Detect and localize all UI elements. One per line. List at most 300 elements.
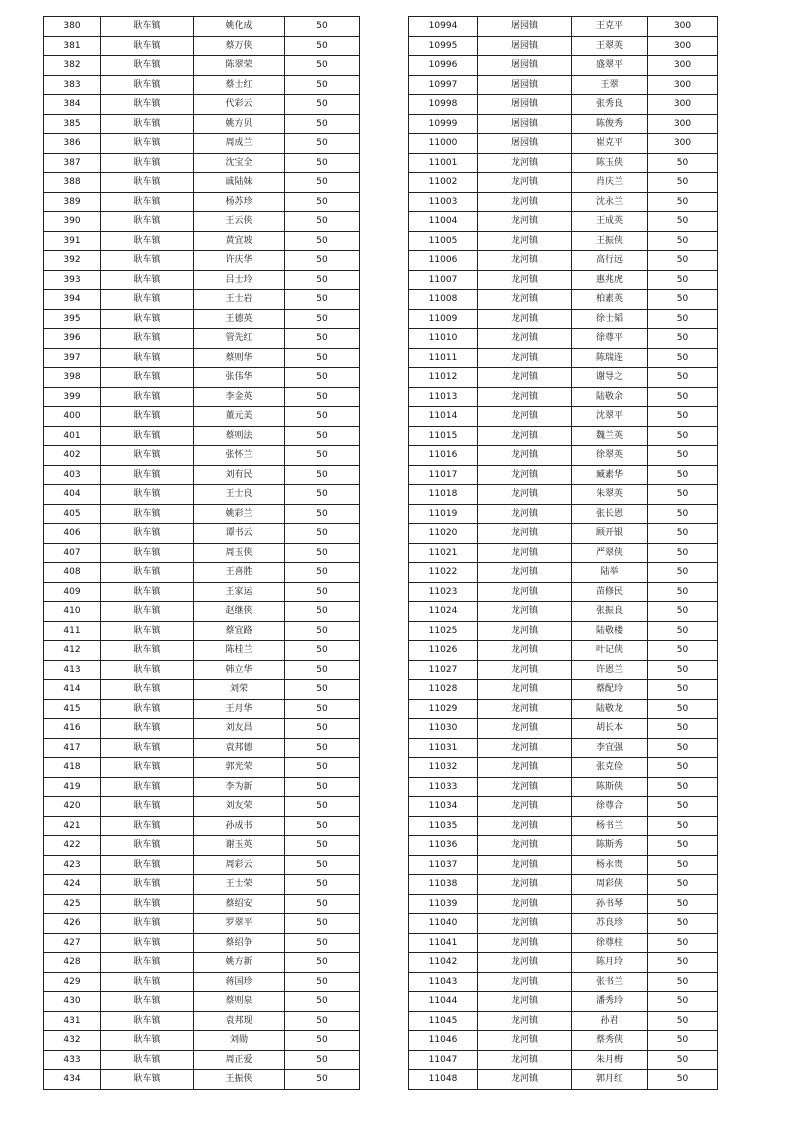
- town-cell: 龙河镇: [478, 621, 572, 641]
- amount-cell: 50: [648, 270, 718, 290]
- name-cell: 李金英: [194, 387, 285, 407]
- town-cell: 龙河镇: [478, 407, 572, 427]
- amount-cell: 50: [285, 1031, 360, 1051]
- seq-cell: 11011: [409, 348, 478, 368]
- amount-cell: 50: [648, 1050, 718, 1070]
- seq-cell: 11027: [409, 660, 478, 680]
- name-cell: 杨书兰: [572, 816, 648, 836]
- seq-cell: 11003: [409, 192, 478, 212]
- name-cell: 吕士玲: [194, 270, 285, 290]
- amount-cell: 50: [285, 95, 360, 115]
- name-cell: 郭光荣: [194, 758, 285, 778]
- amount-cell: 50: [285, 797, 360, 817]
- name-cell: 徐翠英: [572, 446, 648, 466]
- amount-cell: 50: [285, 777, 360, 797]
- amount-cell: 50: [285, 212, 360, 232]
- name-cell: 蔡秀侠: [572, 1031, 648, 1051]
- amount-cell: 50: [285, 1070, 360, 1090]
- table-row: [409, 777, 718, 797]
- amount-cell: 300: [648, 17, 718, 37]
- table-row: [409, 855, 718, 875]
- seq-cell: 380: [44, 17, 101, 37]
- town-cell: 龙河镇: [478, 446, 572, 466]
- name-cell: 盛翠平: [572, 56, 648, 76]
- town-cell: 耿车镇: [101, 524, 194, 544]
- seq-cell: 403: [44, 465, 101, 485]
- seq-cell: 410: [44, 602, 101, 622]
- name-cell: 陆举: [572, 563, 648, 583]
- name-cell: 徐尊合: [572, 797, 648, 817]
- amount-cell: 50: [285, 153, 360, 173]
- amount-cell: 50: [285, 894, 360, 914]
- table-row: [409, 290, 718, 310]
- town-cell: 龙河镇: [478, 680, 572, 700]
- amount-cell: 50: [648, 446, 718, 466]
- amount-cell: 50: [285, 641, 360, 661]
- town-cell: 龙河镇: [478, 465, 572, 485]
- name-cell: 叶记侠: [572, 641, 648, 661]
- town-cell: 龙河镇: [478, 933, 572, 953]
- name-cell: 李为新: [194, 777, 285, 797]
- table-row: [409, 153, 718, 173]
- amount-cell: 50: [648, 816, 718, 836]
- name-cell: 黄宜坡: [194, 231, 285, 251]
- name-cell: 王振侠: [572, 231, 648, 251]
- table-row: [409, 894, 718, 914]
- seq-cell: 11032: [409, 758, 478, 778]
- table-row: [409, 933, 718, 953]
- table-row: [44, 270, 360, 290]
- town-cell: 耿车镇: [101, 816, 194, 836]
- table-row: [409, 836, 718, 856]
- seq-cell: 11000: [409, 134, 478, 154]
- seq-cell: 433: [44, 1050, 101, 1070]
- name-cell: 陈斯秀: [572, 836, 648, 856]
- name-cell: 陆敬楼: [572, 621, 648, 641]
- name-cell: 杨永贵: [572, 855, 648, 875]
- table-row: [44, 465, 360, 485]
- name-cell: 柏素英: [572, 290, 648, 310]
- town-cell: 耿车镇: [101, 855, 194, 875]
- town-cell: 屠园镇: [478, 75, 572, 95]
- town-cell: 龙河镇: [478, 192, 572, 212]
- amount-cell: 300: [648, 36, 718, 56]
- name-cell: 孙君: [572, 1011, 648, 1031]
- name-cell: 王克平: [572, 17, 648, 37]
- name-cell: 张书兰: [572, 972, 648, 992]
- name-cell: 蔡配玲: [572, 680, 648, 700]
- table-row: [409, 465, 718, 485]
- table-row: [409, 816, 718, 836]
- town-cell: 龙河镇: [478, 972, 572, 992]
- town-cell: 龙河镇: [478, 524, 572, 544]
- town-cell: 耿车镇: [101, 192, 194, 212]
- town-cell: 耿车镇: [101, 953, 194, 973]
- name-cell: 徐尊平: [572, 329, 648, 349]
- table-row: [44, 231, 360, 251]
- town-cell: 耿车镇: [101, 641, 194, 661]
- amount-cell: 300: [648, 114, 718, 134]
- table-row: [409, 953, 718, 973]
- table-row: [44, 836, 360, 856]
- amount-cell: 50: [648, 387, 718, 407]
- seq-cell: 10996: [409, 56, 478, 76]
- name-cell: 张怀兰: [194, 446, 285, 466]
- town-cell: 龙河镇: [478, 251, 572, 271]
- amount-cell: 50: [285, 972, 360, 992]
- town-cell: 龙河镇: [478, 602, 572, 622]
- town-cell: 耿车镇: [101, 134, 194, 154]
- name-cell: 沈宝全: [194, 153, 285, 173]
- amount-cell: 50: [285, 992, 360, 1012]
- amount-cell: 50: [285, 114, 360, 134]
- table-row: [409, 95, 718, 115]
- table-row: [44, 738, 360, 758]
- amount-cell: 50: [648, 465, 718, 485]
- table-row: [409, 582, 718, 602]
- seq-cell: 404: [44, 485, 101, 505]
- amount-cell: 50: [285, 758, 360, 778]
- seq-cell: 11014: [409, 407, 478, 427]
- town-cell: 耿车镇: [101, 660, 194, 680]
- seq-cell: 383: [44, 75, 101, 95]
- table-row: [409, 212, 718, 232]
- town-cell: 耿车镇: [101, 680, 194, 700]
- table-row: [409, 309, 718, 329]
- amount-cell: 50: [648, 348, 718, 368]
- table-row: [44, 621, 360, 641]
- seq-cell: 11038: [409, 875, 478, 895]
- name-cell: 戚陆妹: [194, 173, 285, 193]
- table-row: [409, 680, 718, 700]
- name-cell: 谢玉英: [194, 836, 285, 856]
- table-row: [44, 1050, 360, 1070]
- amount-cell: 50: [648, 153, 718, 173]
- name-cell: 姚方贝: [194, 114, 285, 134]
- table-row: [44, 504, 360, 524]
- name-cell: 徐士韬: [572, 309, 648, 329]
- amount-cell: 50: [285, 485, 360, 505]
- seq-cell: 393: [44, 270, 101, 290]
- table-row: [409, 524, 718, 544]
- seq-cell: 11041: [409, 933, 478, 953]
- town-cell: 耿车镇: [101, 485, 194, 505]
- amount-cell: 50: [285, 699, 360, 719]
- town-cell: 龙河镇: [478, 290, 572, 310]
- amount-cell: 50: [648, 1011, 718, 1031]
- amount-cell: 50: [285, 660, 360, 680]
- seq-cell: 425: [44, 894, 101, 914]
- table-row: [409, 114, 718, 134]
- table-row: [44, 36, 360, 56]
- table-row: [409, 758, 718, 778]
- table-row: [409, 641, 718, 661]
- name-cell: 朱月梅: [572, 1050, 648, 1070]
- table-row: [44, 758, 360, 778]
- name-cell: 蔡宜路: [194, 621, 285, 641]
- table-row: [409, 173, 718, 193]
- table-row: [409, 699, 718, 719]
- town-cell: 龙河镇: [478, 797, 572, 817]
- seq-cell: 388: [44, 173, 101, 193]
- amount-cell: 50: [648, 836, 718, 856]
- seq-cell: 11009: [409, 309, 478, 329]
- town-cell: 龙河镇: [478, 368, 572, 388]
- town-cell: 龙河镇: [478, 1011, 572, 1031]
- name-cell: 王振侠: [194, 1070, 285, 1090]
- table-row: [409, 407, 718, 427]
- amount-cell: 50: [285, 719, 360, 739]
- amount-cell: 50: [285, 36, 360, 56]
- amount-cell: 50: [648, 953, 718, 973]
- table-row: [409, 270, 718, 290]
- town-cell: 耿车镇: [101, 758, 194, 778]
- table-row: [409, 1011, 718, 1031]
- seq-cell: 11033: [409, 777, 478, 797]
- amount-cell: 50: [648, 738, 718, 758]
- seq-cell: 429: [44, 972, 101, 992]
- name-cell: 王翠英: [572, 36, 648, 56]
- table-row: [44, 290, 360, 310]
- town-cell: 龙河镇: [478, 777, 572, 797]
- table-row: [44, 75, 360, 95]
- town-cell: 龙河镇: [478, 426, 572, 446]
- seq-cell: 11012: [409, 368, 478, 388]
- town-cell: 龙河镇: [478, 1050, 572, 1070]
- table-row: [44, 660, 360, 680]
- town-cell: 龙河镇: [478, 894, 572, 914]
- amount-cell: 50: [285, 329, 360, 349]
- town-cell: 耿车镇: [101, 114, 194, 134]
- seq-cell: 11008: [409, 290, 478, 310]
- town-cell: 龙河镇: [478, 875, 572, 895]
- table-row: [44, 992, 360, 1012]
- town-cell: 龙河镇: [478, 992, 572, 1012]
- seq-cell: 430: [44, 992, 101, 1012]
- name-cell: 陈玉侠: [572, 153, 648, 173]
- name-cell: 韩立华: [194, 660, 285, 680]
- town-cell: 龙河镇: [478, 543, 572, 563]
- amount-cell: 50: [285, 1011, 360, 1031]
- amount-cell: 50: [648, 1070, 718, 1090]
- name-cell: 姚彩兰: [194, 504, 285, 524]
- name-cell: 陈瑞连: [572, 348, 648, 368]
- town-cell: 耿车镇: [101, 1050, 194, 1070]
- seq-cell: 386: [44, 134, 101, 154]
- name-cell: 陈俊秀: [572, 114, 648, 134]
- amount-cell: 50: [285, 953, 360, 973]
- amount-cell: 50: [648, 992, 718, 1012]
- amount-cell: 50: [648, 894, 718, 914]
- town-cell: 龙河镇: [478, 387, 572, 407]
- seq-cell: 11002: [409, 173, 478, 193]
- town-cell: 耿车镇: [101, 621, 194, 641]
- table-row: [44, 524, 360, 544]
- amount-cell: 50: [285, 192, 360, 212]
- name-cell: 孙书琴: [572, 894, 648, 914]
- amount-cell: 50: [648, 641, 718, 661]
- name-cell: 赵继侠: [194, 602, 285, 622]
- seq-cell: 434: [44, 1070, 101, 1090]
- seq-cell: 11042: [409, 953, 478, 973]
- amount-cell: 300: [648, 95, 718, 115]
- seq-cell: 11045: [409, 1011, 478, 1031]
- seq-cell: 11015: [409, 426, 478, 446]
- amount-cell: 50: [285, 56, 360, 76]
- table-row: [409, 348, 718, 368]
- name-cell: 张振良: [572, 602, 648, 622]
- amount-cell: 50: [648, 368, 718, 388]
- table-row: [409, 1050, 718, 1070]
- amount-cell: 50: [648, 192, 718, 212]
- town-cell: 耿车镇: [101, 465, 194, 485]
- seq-cell: 10999: [409, 114, 478, 134]
- seq-cell: 11043: [409, 972, 478, 992]
- table-row: [409, 36, 718, 56]
- name-cell: 代彩云: [194, 95, 285, 115]
- name-cell: 王士良: [194, 485, 285, 505]
- town-cell: 耿车镇: [101, 212, 194, 232]
- table-row: [44, 134, 360, 154]
- town-cell: 耿车镇: [101, 836, 194, 856]
- amount-cell: 50: [285, 914, 360, 934]
- amount-cell: 50: [285, 251, 360, 271]
- name-cell: 周彩云: [194, 855, 285, 875]
- town-cell: 耿车镇: [101, 875, 194, 895]
- town-cell: 龙河镇: [478, 348, 572, 368]
- seq-cell: 412: [44, 641, 101, 661]
- name-cell: 蒋国珍: [194, 972, 285, 992]
- seq-cell: 11028: [409, 680, 478, 700]
- amount-cell: 50: [648, 660, 718, 680]
- name-cell: 刘荣: [194, 680, 285, 700]
- amount-cell: 50: [285, 134, 360, 154]
- amount-cell: 50: [285, 1050, 360, 1070]
- seq-cell: 432: [44, 1031, 101, 1051]
- name-cell: 顾开银: [572, 524, 648, 544]
- amount-cell: 50: [648, 719, 718, 739]
- table-row: [409, 797, 718, 817]
- table-row: [409, 1031, 718, 1051]
- amount-cell: 50: [648, 173, 718, 193]
- table-row: [44, 699, 360, 719]
- seq-cell: 422: [44, 836, 101, 856]
- amount-cell: 50: [648, 797, 718, 817]
- seq-cell: 11035: [409, 816, 478, 836]
- name-cell: 王士岩: [194, 290, 285, 310]
- amount-cell: 50: [648, 485, 718, 505]
- table-row: [409, 56, 718, 76]
- table-row: [44, 582, 360, 602]
- table-row: [409, 134, 718, 154]
- seq-cell: 402: [44, 446, 101, 466]
- name-cell: 高行远: [572, 251, 648, 271]
- seq-cell: 11040: [409, 914, 478, 934]
- town-cell: 耿车镇: [101, 582, 194, 602]
- seq-cell: 381: [44, 36, 101, 56]
- town-cell: 耿车镇: [101, 992, 194, 1012]
- table-row: [44, 114, 360, 134]
- seq-cell: 11019: [409, 504, 478, 524]
- name-cell: 陈桂兰: [194, 641, 285, 661]
- amount-cell: 50: [648, 407, 718, 427]
- table-row: [409, 251, 718, 271]
- name-cell: 袁邦德: [194, 738, 285, 758]
- amount-cell: 50: [648, 621, 718, 641]
- seq-cell: 11021: [409, 543, 478, 563]
- town-cell: 耿车镇: [101, 153, 194, 173]
- name-cell: 周玉侠: [194, 543, 285, 563]
- seq-cell: 11004: [409, 212, 478, 232]
- name-cell: 王家运: [194, 582, 285, 602]
- town-cell: 耿车镇: [101, 95, 194, 115]
- right-table: [408, 16, 718, 1090]
- table-row: [409, 387, 718, 407]
- name-cell: 管先红: [194, 329, 285, 349]
- amount-cell: 50: [285, 270, 360, 290]
- amount-cell: 50: [648, 699, 718, 719]
- seq-cell: 414: [44, 680, 101, 700]
- seq-cell: 11046: [409, 1031, 478, 1051]
- town-cell: 龙河镇: [478, 1070, 572, 1090]
- table-row: [44, 387, 360, 407]
- town-cell: 屠园镇: [478, 95, 572, 115]
- town-cell: 耿车镇: [101, 446, 194, 466]
- town-cell: 耿车镇: [101, 777, 194, 797]
- seq-cell: 11034: [409, 797, 478, 817]
- seq-cell: 395: [44, 309, 101, 329]
- name-cell: 袁邦现: [194, 1011, 285, 1031]
- town-cell: 龙河镇: [478, 270, 572, 290]
- town-cell: 耿车镇: [101, 368, 194, 388]
- seq-cell: 406: [44, 524, 101, 544]
- table-row: [44, 348, 360, 368]
- seq-cell: 11013: [409, 387, 478, 407]
- table-row: [44, 426, 360, 446]
- town-cell: 耿车镇: [101, 290, 194, 310]
- table-row: [409, 602, 718, 622]
- name-cell: 许恩兰: [572, 660, 648, 680]
- name-cell: 谢导之: [572, 368, 648, 388]
- amount-cell: 50: [285, 426, 360, 446]
- seq-cell: 384: [44, 95, 101, 115]
- table-row: [44, 719, 360, 739]
- name-cell: 潘秀玲: [572, 992, 648, 1012]
- amount-cell: 50: [648, 582, 718, 602]
- name-cell: 惠兆虎: [572, 270, 648, 290]
- table-row: [44, 212, 360, 232]
- table-row: [44, 894, 360, 914]
- amount-cell: 50: [648, 758, 718, 778]
- name-cell: 崔克平: [572, 134, 648, 154]
- seq-cell: 409: [44, 582, 101, 602]
- seq-cell: 420: [44, 797, 101, 817]
- table-row: [44, 875, 360, 895]
- amount-cell: 50: [648, 329, 718, 349]
- seq-cell: 418: [44, 758, 101, 778]
- seq-cell: 11010: [409, 329, 478, 349]
- seq-cell: 11023: [409, 582, 478, 602]
- table-row: [409, 914, 718, 934]
- seq-cell: 426: [44, 914, 101, 934]
- seq-cell: 11006: [409, 251, 478, 271]
- town-cell: 耿车镇: [101, 894, 194, 914]
- town-cell: 耿车镇: [101, 972, 194, 992]
- amount-cell: 50: [648, 231, 718, 251]
- table-row: [44, 680, 360, 700]
- name-cell: 郭月红: [572, 1070, 648, 1090]
- seq-cell: 11037: [409, 855, 478, 875]
